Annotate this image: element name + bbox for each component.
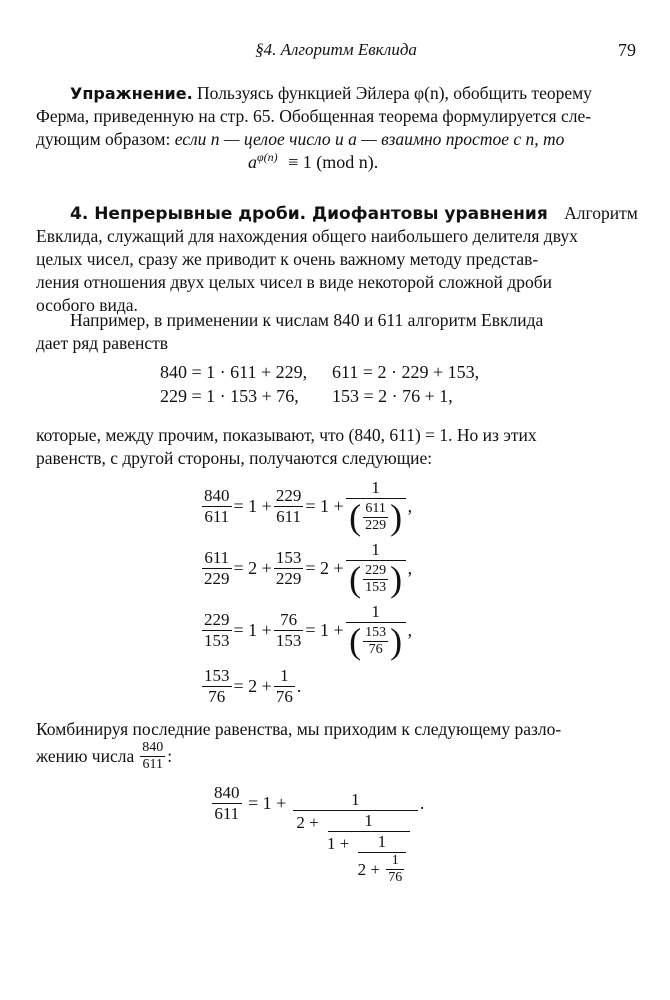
equality-3: 229 = 1 · 153 + 76, (160, 386, 299, 406)
after-equalities-paragraph (36, 424, 636, 470)
section-4-paragraph (36, 202, 636, 317)
page-number: 79 (618, 40, 636, 60)
exercise-line-3-plain: дующим образом: (36, 129, 171, 149)
after-line-2: равенств, с другой стороны, получаются следующие: (36, 448, 433, 468)
example-line-2: дает ряд равенств (36, 333, 169, 353)
euler-formula: $a^{\varphi(n)} \equiv 1$ (mod n). (248, 150, 379, 172)
after-line-1: которые, между прочим, показывают, что (840, 611) = 1. Но из этих (36, 425, 537, 445)
exercise-line-2: Ферма, приведенную на стр. 65. Обобщенная теорема формулируется сле- (36, 106, 592, 126)
exercise-line-1: Пользуясь функцией Эйлера φ(n), обобщить теорему (197, 83, 592, 103)
fraction-equation-1: $\frac{840}{611}$ = 1 + $\frac{229}{611}$ = 1 + 1 ( $\frac{611}{229}$ ) , (204, 478, 413, 537)
section-line-2: Евклида, служащий для нахождения общего наибольшего делителя двух (36, 226, 578, 246)
combining-line-2: жению числа (36, 745, 135, 766)
continued-fraction: $\frac{840}{611}$ = 1 + 1 2 + 1 1 + 1 2 + $\frac{1}{76}$ . (214, 782, 425, 885)
running-header (36, 40, 636, 66)
section-line-1-tail: Алгоритм (564, 203, 638, 223)
combining-line-1: Комбинируя последние равенства, мы приходим к следующему разло- (36, 719, 562, 739)
fraction-equation-2: $\frac{611}{229}$ = 2 + $\frac{153}{229}$ = 2 + 1 ( $\frac{229}{153}$ ) , (204, 540, 413, 599)
section-line-3: целых чисел, сразу же приводит к очень важному методу представ- (36, 249, 539, 269)
equality-2: 611 = 2 · 229 + 153, (332, 362, 480, 382)
section-line-5: особого вида. (36, 295, 138, 315)
exercise-paragraph (36, 82, 636, 151)
combining-paragraph: Комбинируя последние равенства, мы приходим к следующему разло- жению числа $\frac{840}{611}$ : (36, 718, 636, 771)
example-paragraph (36, 309, 636, 355)
equality-4: 153 = 2 · 76 + 1, (332, 386, 453, 406)
section-heading: 4. Непрерывные дроби. Диофантовы уравнения (70, 204, 548, 224)
equality-1: 840 = 1 · 611 + 229, (160, 362, 308, 382)
section-line-4: ления отношения двух целых чисел в виде некоторой сложной дроби (36, 272, 552, 292)
fraction-equation-4: $\frac{153}{76}$ = 2 + $\frac{1}{76}$ . (204, 666, 302, 706)
exercise-line-3-italic: если n — целое число и a — взаимно простое с n, то (174, 129, 565, 149)
euclid-equalities (160, 362, 500, 410)
exercise-label: Упражнение. (70, 84, 193, 103)
fraction-equation-3: $\frac{229}{153}$ = 1 + $\frac{76}{153}$ = 1 + 1 ( $\frac{153}{76}$ ) , (204, 602, 413, 661)
example-line-1: Например, в применении к числам 840 и 611 алгоритм Евклида (70, 310, 544, 330)
section-title: §4. Алгоритм Евклида (255, 40, 417, 59)
